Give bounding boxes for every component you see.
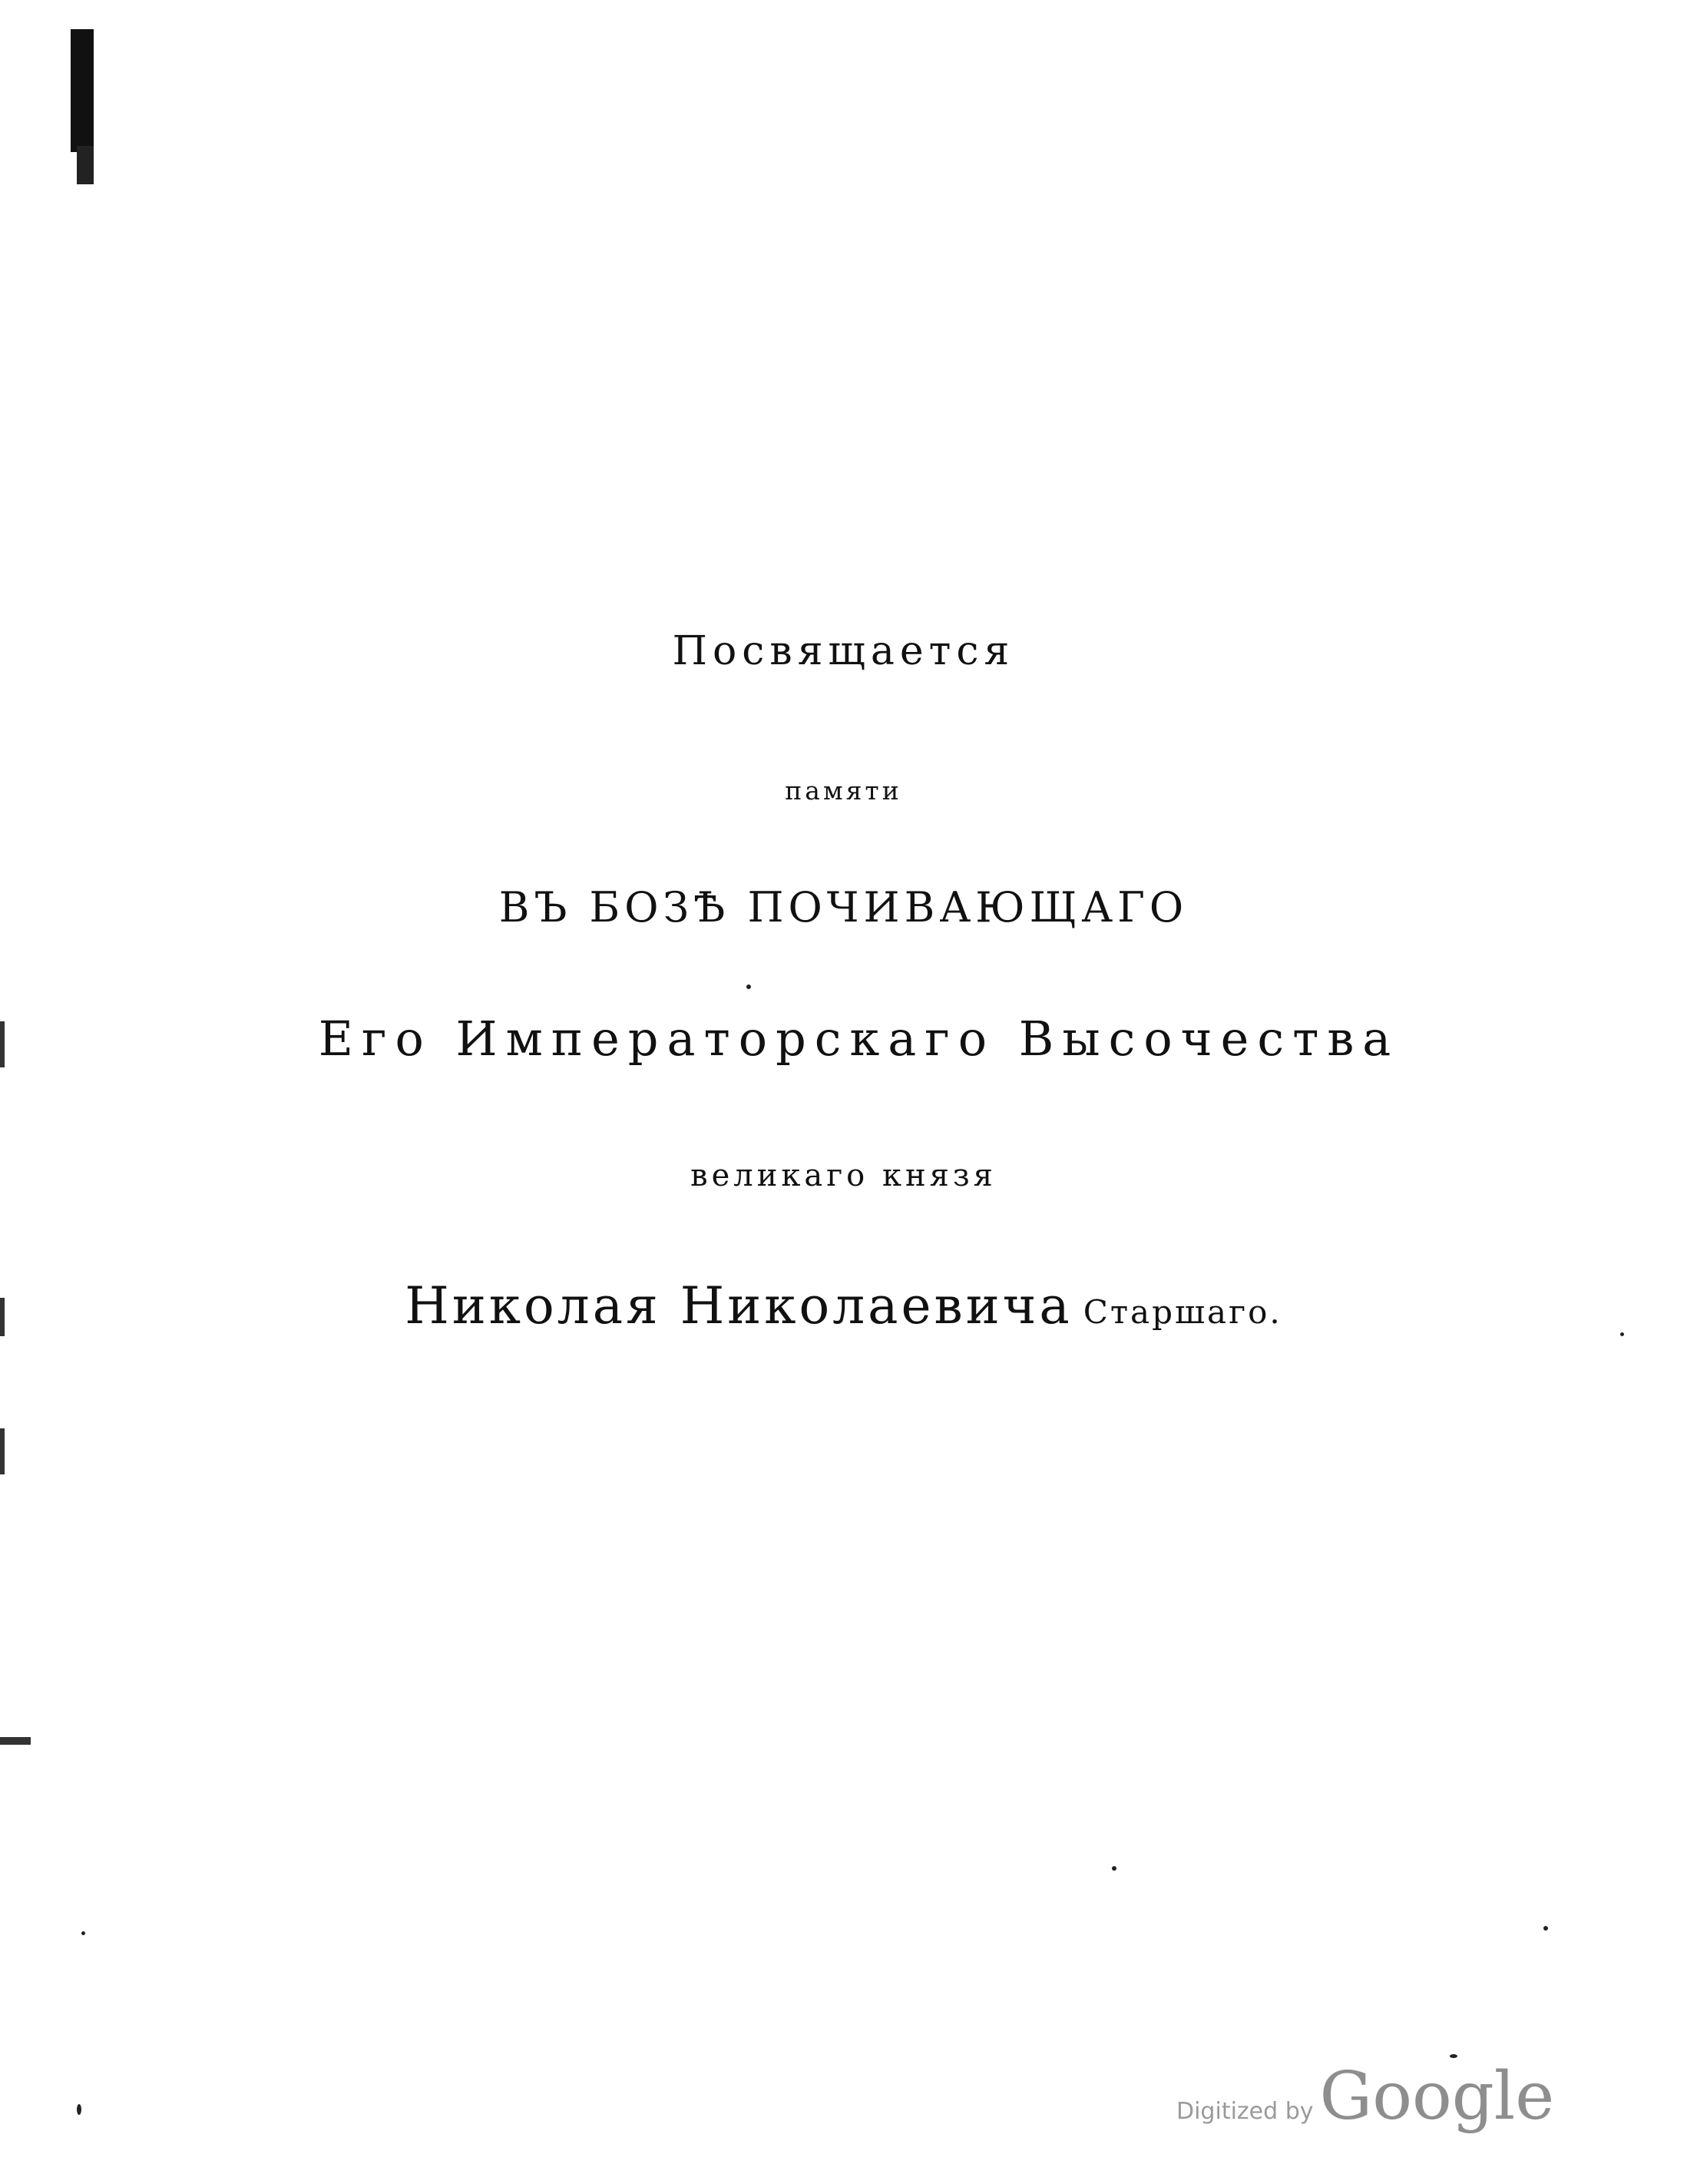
google-logo: Google	[1319, 2058, 1555, 2135]
scan-speck	[746, 984, 751, 989]
scan-edge-mark	[0, 1021, 5, 1067]
dedication-heading: Посвящается	[672, 628, 1015, 674]
dedication-grand-duke-line: великаго князя	[690, 1158, 997, 1193]
scan-binding-shadow	[71, 29, 94, 152]
scan-speck	[1543, 1926, 1548, 1931]
dedication-memory-line: памяти	[785, 776, 902, 806]
scan-binding-shadow-lower	[77, 146, 94, 184]
scan-edge-mark	[0, 1428, 5, 1474]
dedication-name-suffix: Старшаго.	[1083, 1293, 1282, 1331]
dedication-reposing-line: ВЪ БОЗѢ ПОЧИВАЮЩАГО	[498, 883, 1189, 932]
dedication-name-line	[0, 1276, 1687, 1335]
scan-speck	[77, 2104, 81, 2115]
dedication-imperial-title: Его Императорскаго Высочества	[318, 1011, 1400, 1067]
scan-speck	[81, 1931, 85, 1935]
scan-speck	[1112, 1866, 1116, 1871]
google-watermark	[1176, 2058, 1554, 2135]
dedication-name: Николая Николаевича	[405, 1276, 1073, 1335]
scan-edge-mark	[0, 1737, 31, 1745]
watermark-prefix: Digitized by	[1176, 2098, 1314, 2125]
